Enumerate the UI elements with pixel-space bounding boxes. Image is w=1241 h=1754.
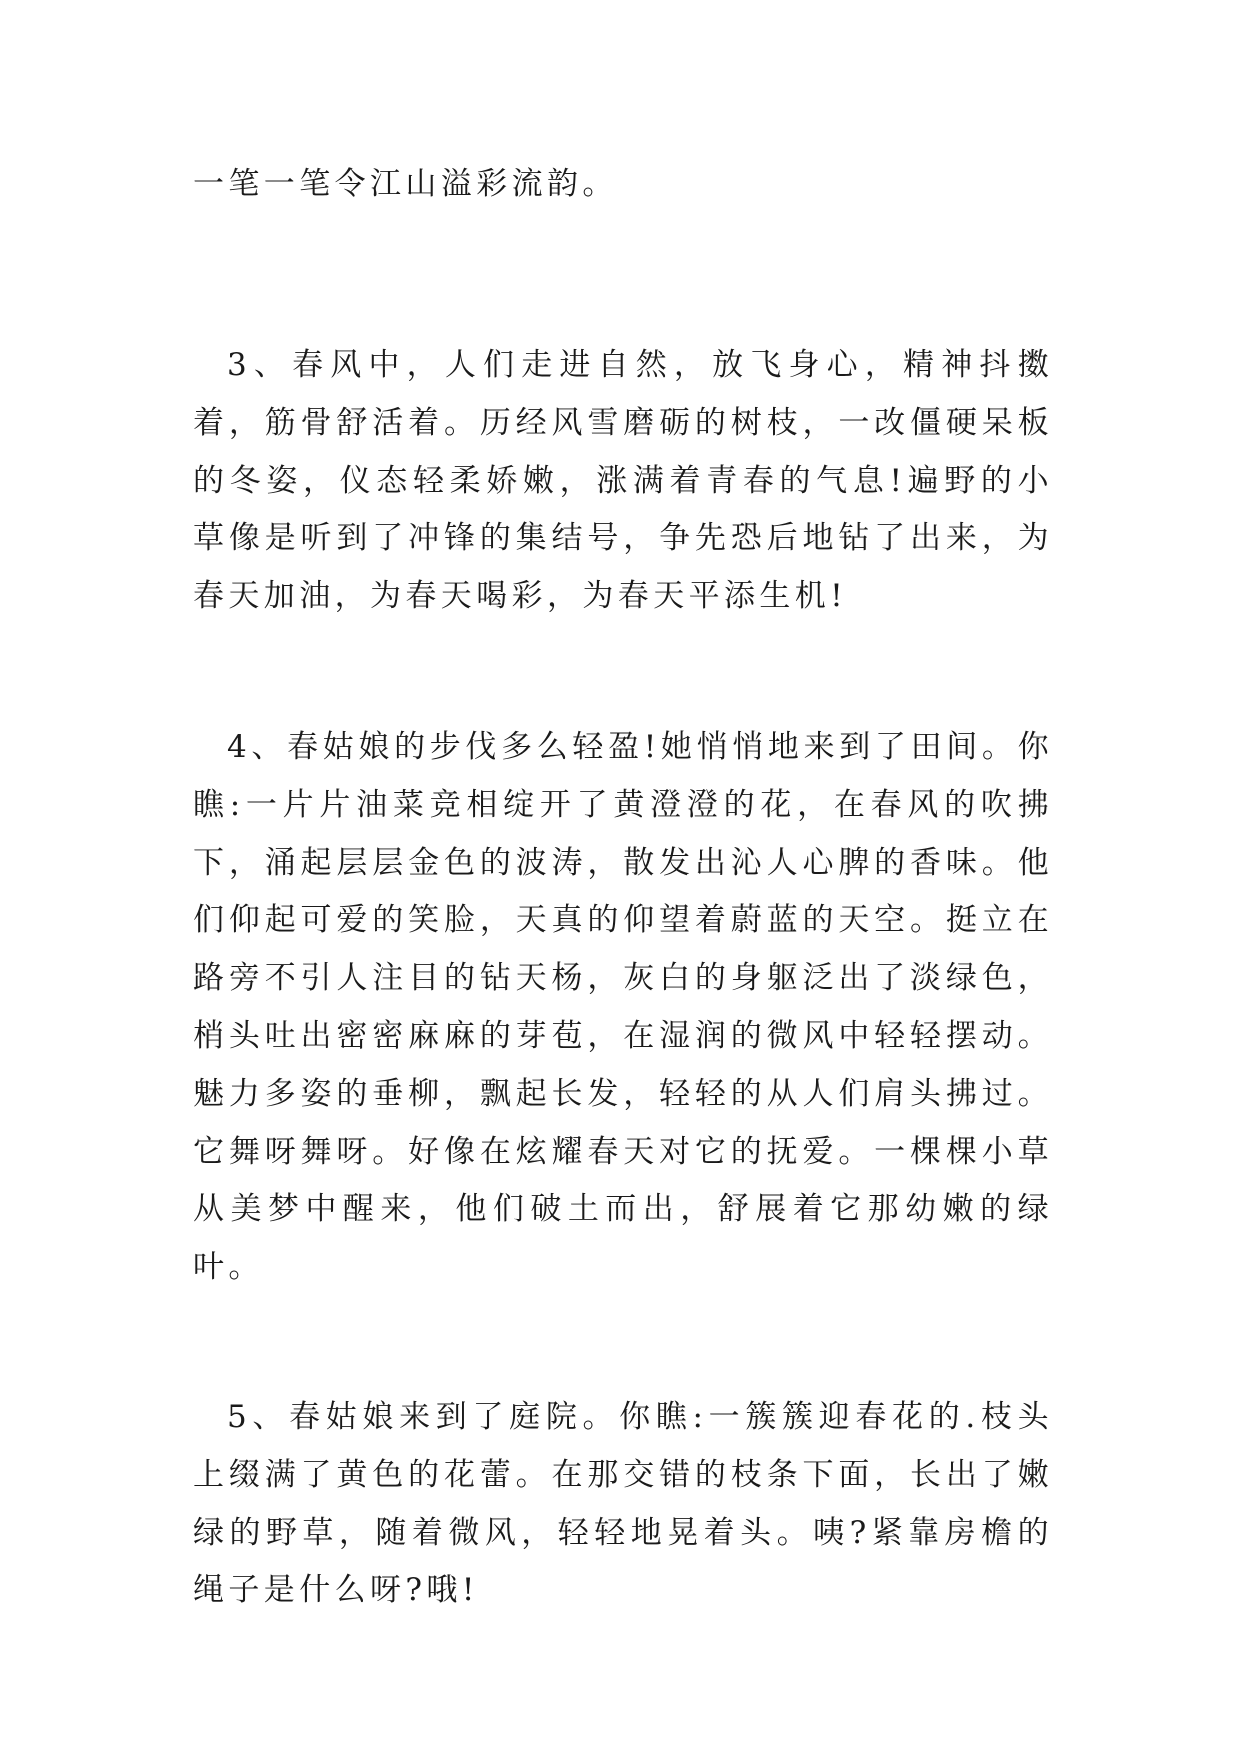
paragraph-item-5: 5、春姑娘来到了庭院。你瞧:一簇簇迎春花的.枝头上缀满了黄色的花蕾。在那交错的枝条下面，长出了嫩绿的野草，随着微风，轻轻地晃着头。咦?紧靠房檐的绳子是什么呀?哦! xyxy=(193,1399,1053,1609)
paragraph-item-4: 4、春姑娘的步伐多么轻盈!她悄悄地来到了田间。你瞧:一片片油菜竞相绽开了黄澄澄的花，在春风的吹拂下，涌起层层金色的波涛，散发出沁人心脾的香味。他们仰起可爱的笑脸，天真的仰望着蔚蓝的天空。挺立在路旁不引人注目的钻天杨，灰白的身躯泛出了淡绿色，梢头吐出密密麻麻的芽苞，在湿润的微风中轻轻摆动。魅力多姿的垂柳，飘起长发，轻轻的从人们肩头拂过。它舞呀舞呀。好像在炫耀春天对它的抚爱。一棵棵小草从美梦中醒来，他们破土而出，舒展着它那幼嫩的绿叶。 xyxy=(193,729,1053,1286)
paragraph-continuation: 一笔一笔令江山溢彩流韵。 xyxy=(193,166,618,202)
paragraph-item-3: 3、春风中，人们走进自然，放飞身心，精神抖擞着，筋骨舒活着。历经风雪磨砺的树枝，一改僵硬呆板的冬姿，仪态轻柔娇嫩，涨满着青春的气息!遍野的小草像是听到了冲锋的集结号，争先恐后地钻了出来，为春天加油，为春天喝彩，为春天平添生机! xyxy=(193,347,1053,615)
